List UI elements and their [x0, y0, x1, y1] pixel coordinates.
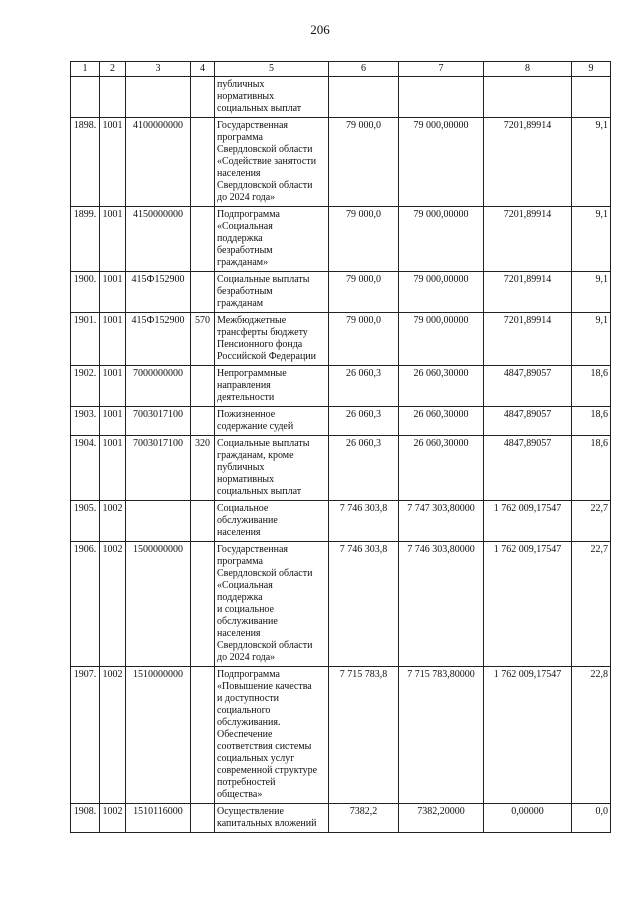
row-number-cell	[71, 118, 100, 207]
section-code-cell	[100, 501, 126, 542]
approved-amount-text: 7 747 303,80000	[407, 503, 475, 514]
executed-amount-text: 4847,89057	[503, 438, 552, 449]
section-code-cell	[100, 436, 126, 501]
section-code-text: 1001	[102, 274, 123, 285]
plan-amount-text: 79 000,0	[346, 209, 381, 220]
percent-text: 0,0	[595, 806, 608, 817]
executed-amount-text: 1 762 009,17547	[493, 544, 562, 555]
percent-text: 18,6	[590, 368, 608, 379]
percent-text: 9,1	[595, 209, 608, 220]
target-code-cell	[126, 207, 191, 272]
approved-amount-cell	[399, 804, 484, 833]
approved-amount-text: 26 060,30000	[413, 368, 469, 379]
row-number-text: 1898.	[73, 120, 97, 131]
percent-cell	[572, 501, 611, 542]
plan-amount-cell	[329, 407, 399, 436]
target-code-cell	[126, 542, 191, 667]
row-number-cell	[71, 407, 100, 436]
column-header: 4	[191, 62, 215, 77]
percent-cell	[572, 436, 611, 501]
plan-amount-text: 26 060,3	[346, 409, 381, 420]
section-code-text: 1001	[102, 315, 123, 326]
approved-amount-cell	[399, 667, 484, 804]
section-code-cell	[100, 542, 126, 667]
approved-amount-text: 79 000,00000	[413, 209, 469, 220]
section-code-text: 1002	[102, 806, 123, 817]
target-code-cell	[126, 272, 191, 313]
percent-cell	[572, 207, 611, 272]
expense-type-cell	[191, 77, 215, 118]
percent-cell	[572, 313, 611, 366]
item-name-cell	[215, 118, 329, 207]
approved-amount-text: 26 060,30000	[413, 438, 469, 449]
percent-cell	[572, 272, 611, 313]
row-number-text: 1904.	[73, 438, 97, 449]
executed-amount-text: 4847,89057	[503, 368, 552, 379]
column-header: 5	[215, 62, 329, 77]
executed-amount-cell	[484, 667, 572, 804]
table-row	[71, 313, 611, 366]
plan-amount-cell	[329, 501, 399, 542]
target-code-text: 4150000000	[133, 209, 183, 220]
expense-type-cell	[191, 501, 215, 542]
target-code-text: 7000000000	[133, 368, 183, 379]
executed-amount-cell	[484, 436, 572, 501]
expense-type-cell	[191, 272, 215, 313]
section-code-cell	[100, 366, 126, 407]
row-number-cell	[71, 804, 100, 833]
approved-amount-text: 26 060,30000	[413, 409, 469, 420]
percent-text: 9,1	[595, 315, 608, 326]
row-number-cell	[71, 272, 100, 313]
table-header-row	[71, 62, 611, 77]
target-code-text: 7003017100	[133, 409, 183, 420]
item-name-text: Межбюджетные трансферты бюджету Пенсионного фонда Российской Федерации	[217, 315, 317, 362]
executed-amount-cell	[484, 313, 572, 366]
table-row	[71, 77, 611, 118]
expense-type-cell	[191, 667, 215, 804]
approved-amount-text: 7382,20000	[417, 806, 465, 817]
approved-amount-text: 79 000,00000	[413, 274, 469, 285]
expense-type-cell	[191, 804, 215, 833]
row-number-text: 1902.	[73, 368, 97, 379]
item-name-cell	[215, 77, 329, 118]
plan-amount-cell	[329, 118, 399, 207]
target-code-text: 415Ф152900	[131, 315, 185, 326]
percent-text: 22,7	[590, 503, 608, 514]
target-code-cell	[126, 667, 191, 804]
executed-amount-cell	[484, 207, 572, 272]
budget-table	[70, 61, 611, 833]
percent-cell	[572, 542, 611, 667]
item-name-text: Подпрограмма «Повышение качества и доступности социального обслуживания. Обеспечение соответствия системы социальных услуг современной структуре потребностей общества»	[217, 669, 318, 800]
row-number-cell	[71, 207, 100, 272]
section-code-cell	[100, 667, 126, 804]
column-header: 3	[126, 62, 191, 77]
row-number-cell	[71, 501, 100, 542]
approved-amount-cell	[399, 77, 484, 118]
row-number-cell	[71, 436, 100, 501]
executed-amount-text: 4847,89057	[503, 409, 552, 420]
approved-amount-cell	[399, 407, 484, 436]
percent-cell	[572, 667, 611, 804]
item-name-text: Социальное обслуживание населения	[217, 503, 278, 538]
section-code-text: 1002	[102, 503, 123, 514]
item-name-cell	[215, 207, 329, 272]
approved-amount-text: 79 000,00000	[413, 120, 469, 131]
item-name-cell	[215, 542, 329, 667]
item-name-cell	[215, 501, 329, 542]
table-row	[71, 407, 611, 436]
row-number-text: 1903.	[73, 409, 97, 420]
plan-amount-cell	[329, 313, 399, 366]
target-code-cell	[126, 407, 191, 436]
executed-amount-text: 7201,89914	[503, 209, 552, 220]
table-row	[71, 667, 611, 804]
item-name-text: Пожизненное содержание судей	[217, 409, 294, 432]
plan-amount-text: 7382,2	[349, 806, 378, 817]
table-row	[71, 501, 611, 542]
approved-amount-cell	[399, 366, 484, 407]
executed-amount-cell	[484, 407, 572, 436]
executed-amount-cell	[484, 804, 572, 833]
row-number-text: 1907.	[73, 669, 97, 680]
executed-amount-cell	[484, 542, 572, 667]
approved-amount-cell	[399, 207, 484, 272]
row-number-text: 1906.	[73, 544, 97, 555]
approved-amount-cell	[399, 118, 484, 207]
plan-amount-cell	[329, 77, 399, 118]
column-header: 7	[399, 62, 484, 77]
executed-amount-text: 7201,89914	[503, 274, 552, 285]
table-row	[71, 436, 611, 501]
percent-text: 9,1	[595, 274, 608, 285]
percent-text: 22,7	[590, 544, 608, 555]
plan-amount-text: 26 060,3	[346, 368, 381, 379]
section-code-cell	[100, 272, 126, 313]
plan-amount-text: 7 746 303,8	[339, 544, 388, 555]
target-code-cell	[126, 366, 191, 407]
percent-cell	[572, 366, 611, 407]
target-code-text: 7003017100	[133, 438, 183, 449]
target-code-cell	[126, 313, 191, 366]
table-body	[71, 77, 611, 833]
item-name-cell	[215, 272, 329, 313]
item-name-text: Государственная программа Свердловской области «Содействие занятости населения Свердловской области до 2024 года»	[217, 120, 317, 203]
expense-type-cell	[191, 542, 215, 667]
approved-amount-text: 79 000,00000	[413, 315, 469, 326]
row-number-cell	[71, 313, 100, 366]
column-header: 6	[329, 62, 399, 77]
expense-type-cell	[191, 366, 215, 407]
item-name-cell	[215, 407, 329, 436]
item-name-text: публичных нормативных социальных выплат	[217, 79, 302, 114]
column-header: 1	[71, 62, 100, 77]
approved-amount-cell	[399, 436, 484, 501]
section-code-text: 1002	[102, 544, 123, 555]
executed-amount-cell	[484, 272, 572, 313]
target-code-text: 4100000000	[133, 120, 183, 131]
column-header: 2	[100, 62, 126, 77]
executed-amount-text: 7201,89914	[503, 120, 552, 131]
section-code-cell	[100, 313, 126, 366]
executed-amount-text: 1 762 009,17547	[493, 503, 562, 514]
expense-type-cell	[191, 207, 215, 272]
expense-type-cell	[191, 407, 215, 436]
section-code-cell	[100, 77, 126, 118]
section-code-cell	[100, 804, 126, 833]
item-name-cell	[215, 667, 329, 804]
row-number-cell	[71, 542, 100, 667]
section-code-text: 1001	[102, 438, 123, 449]
table-row	[71, 207, 611, 272]
target-code-cell	[126, 501, 191, 542]
target-code-cell	[126, 77, 191, 118]
executed-amount-cell	[484, 77, 572, 118]
section-code-text: 1001	[102, 209, 123, 220]
target-code-text: 1510116000	[133, 806, 183, 817]
approved-amount-text: 7 715 783,80000	[407, 669, 475, 680]
target-code-cell	[126, 436, 191, 501]
plan-amount-cell	[329, 667, 399, 804]
percent-cell	[572, 77, 611, 118]
item-name-cell	[215, 436, 329, 501]
section-code-text: 1002	[102, 669, 123, 680]
row-number-text: 1901.	[73, 315, 97, 326]
executed-amount-text: 1 762 009,17547	[493, 669, 562, 680]
expense-type-cell	[191, 118, 215, 207]
executed-amount-text: 0,00000	[511, 806, 544, 817]
plan-amount-text: 7 746 303,8	[339, 503, 388, 514]
plan-amount-cell	[329, 804, 399, 833]
plan-amount-cell	[329, 436, 399, 501]
item-name-cell	[215, 313, 329, 366]
approved-amount-cell	[399, 501, 484, 542]
table-row	[71, 542, 611, 667]
percent-text: 18,6	[590, 409, 608, 420]
section-code-text: 1001	[102, 409, 123, 420]
approved-amount-cell	[399, 542, 484, 667]
row-number-text: 1908.	[73, 806, 97, 817]
percent-text: 18,6	[590, 438, 608, 449]
target-code-cell	[126, 118, 191, 207]
plan-amount-text: 79 000,0	[346, 315, 381, 326]
executed-amount-cell	[484, 118, 572, 207]
percent-cell	[572, 407, 611, 436]
percent-cell	[572, 804, 611, 833]
executed-amount-cell	[484, 366, 572, 407]
column-header: 8	[484, 62, 572, 77]
section-code-cell	[100, 207, 126, 272]
item-name-text: Непрограммные направления деятельности	[217, 368, 287, 403]
plan-amount-cell	[329, 542, 399, 667]
item-name-cell	[215, 804, 329, 833]
approved-amount-text: 7 746 303,80000	[407, 544, 475, 555]
plan-amount-cell	[329, 366, 399, 407]
percent-cell	[572, 118, 611, 207]
table-row	[71, 118, 611, 207]
item-name-text: Подпрограмма «Социальная поддержка безработным гражданам»	[217, 209, 280, 268]
plan-amount-text: 26 060,3	[346, 438, 381, 449]
item-name-cell	[215, 366, 329, 407]
target-code-text: 1500000000	[133, 544, 183, 555]
page-number: 206	[310, 22, 330, 37]
executed-amount-cell	[484, 501, 572, 542]
plan-amount-text: 7 715 783,8	[339, 669, 388, 680]
plan-amount-cell	[329, 207, 399, 272]
row-number-text: 1900.	[73, 274, 97, 285]
section-code-cell	[100, 407, 126, 436]
item-name-text: Социальные выплаты гражданам, кроме публичных нормативных социальных выплат	[217, 438, 310, 497]
section-code-text: 1001	[102, 120, 123, 131]
plan-amount-cell	[329, 272, 399, 313]
expense-type-cell	[191, 436, 215, 501]
plan-amount-text: 79 000,0	[346, 120, 381, 131]
expense-type-text: 570	[195, 315, 210, 326]
column-header: 9	[572, 62, 611, 77]
percent-text: 9,1	[595, 120, 608, 131]
section-code-cell	[100, 118, 126, 207]
expense-type-cell	[191, 313, 215, 366]
plan-amount-text: 79 000,0	[346, 274, 381, 285]
row-number-cell	[71, 667, 100, 804]
approved-amount-cell	[399, 313, 484, 366]
table-row	[71, 272, 611, 313]
target-code-text: 1510000000	[133, 669, 183, 680]
target-code-cell	[126, 804, 191, 833]
row-number-text: 1899.	[73, 209, 97, 220]
row-number-cell	[71, 77, 100, 118]
expense-type-text: 320	[195, 438, 210, 449]
approved-amount-cell	[399, 272, 484, 313]
section-code-text: 1001	[102, 368, 123, 379]
item-name-text: Государственная программа Свердловской области «Социальная поддержка и социальное обслуживание населения Свердловской области до 2024 года»	[217, 544, 313, 663]
row-number-cell	[71, 366, 100, 407]
table-row	[71, 366, 611, 407]
row-number-text: 1905.	[73, 503, 97, 514]
target-code-text: 415Ф152900	[131, 274, 185, 285]
item-name-text: Социальные выплаты безработным гражданам	[217, 274, 310, 309]
item-name-text: Осуществление капитальных вложений	[217, 806, 317, 829]
executed-amount-text: 7201,89914	[503, 315, 552, 326]
table-row	[71, 804, 611, 833]
percent-text: 22,8	[590, 669, 608, 680]
